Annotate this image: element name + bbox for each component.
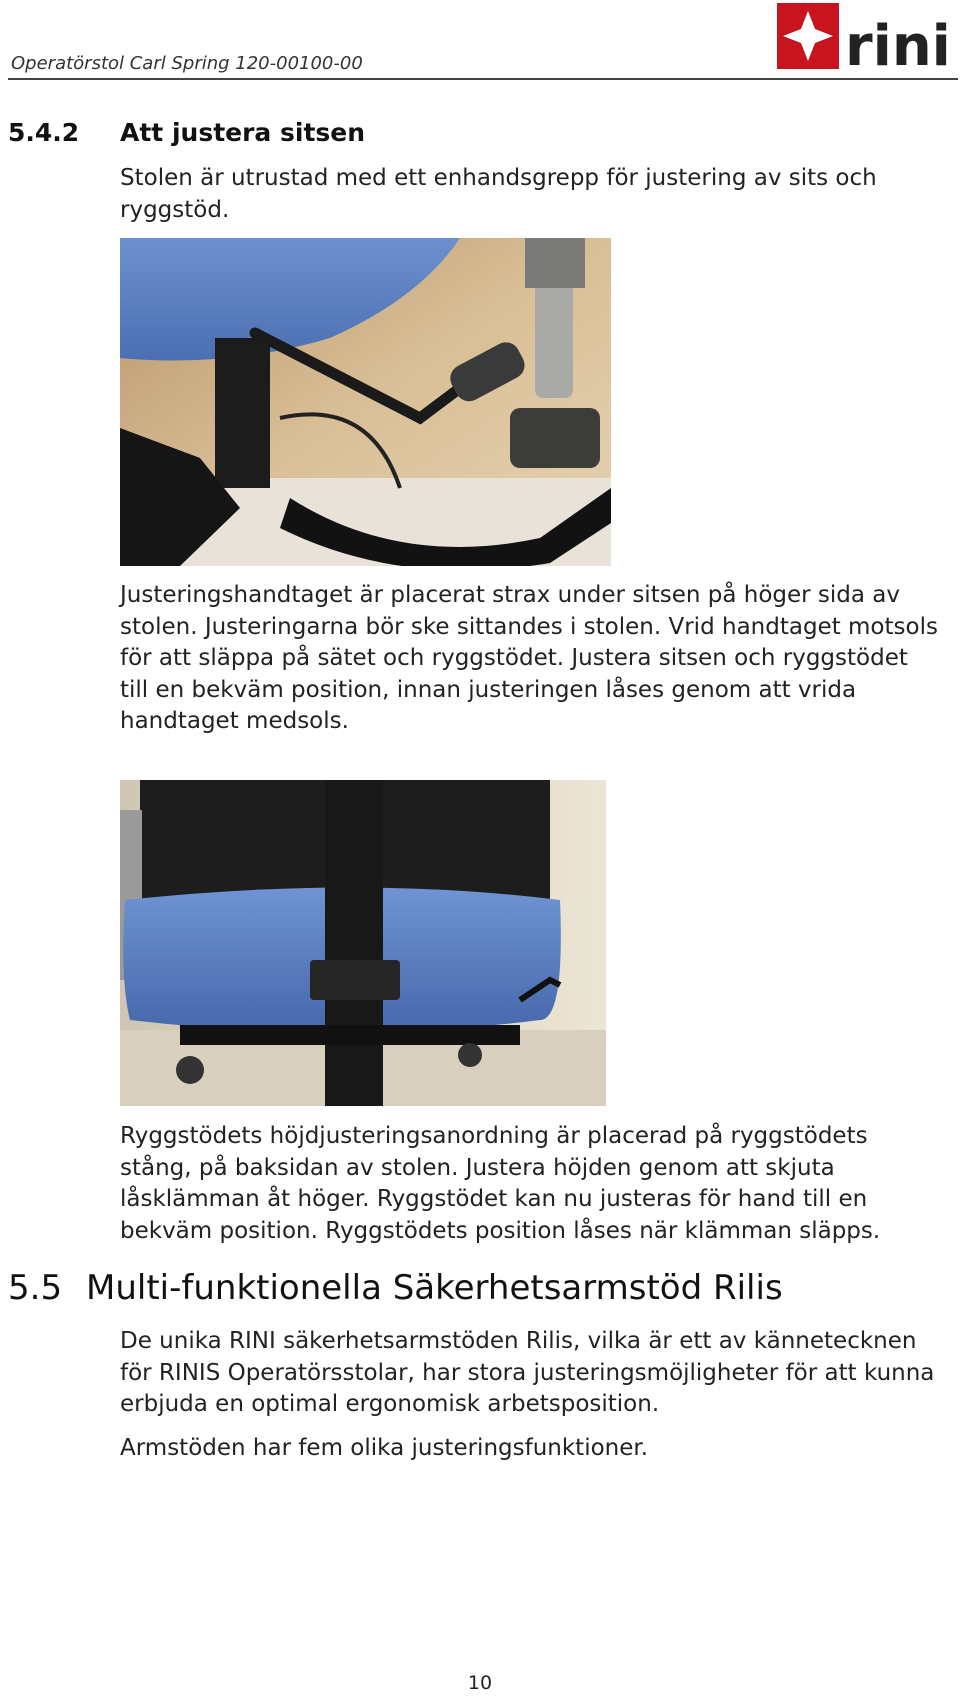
armrest-paragraph: De unika RINI säkerhetsarmstöden Rilis, vilka är ett av kännetecknen för RINIS Operatörsstolar, har stora justeringsmöjligheter för att kunna erbjuda en optimal ergonomisk arbetsposition. [120, 1328, 935, 1417]
intro-paragraph: Stolen är utrustad med ett enhandsgrepp för justering av sits och ryggstöd. [120, 165, 877, 223]
section-number: 5.5 [8, 1268, 63, 1308]
rini-logo [777, 3, 957, 69]
backrest-photo [120, 780, 606, 1106]
section-title: Att justera sitsen [120, 118, 366, 147]
header-divider [8, 78, 958, 80]
backrest-caption: Ryggstödets höjdjusteringsanordning är placerad på ryggstödets stång, på baksidan av stolen. Justera höjden genom att skjuta låsklämman åt höger. Ryggstödet kan nu justeras för hand till en bekväm position. Ryggstödets position låses när klämman släpps. [120, 1123, 881, 1244]
page-number: 10 [467, 1672, 493, 1694]
seat-handle-photo [120, 238, 611, 566]
handle-caption: Justeringshandtaget är placerat strax under sitsen på höger sida av stolen. Justeringarna bör ske sittandes i stolen. Vrid handtaget motsols för att släppa på sätet och ryggstödet. Justera sitsen och ryggstödet till en bekväm position, innan justeringen låses genom att vrida handtaget medsols. [120, 582, 938, 734]
section-number: 5.4.2 [8, 118, 80, 147]
svg-text:rini: rini [845, 14, 951, 69]
armrest-functions-paragraph: Armstöden har fem olika justeringsfunktioner. [120, 1435, 649, 1461]
document-title: Operatörstol Carl Spring 120-00100-00 [11, 53, 363, 74]
section-title: Multi-funktionella Säkerhetsarmstöd Rilis [86, 1268, 783, 1308]
